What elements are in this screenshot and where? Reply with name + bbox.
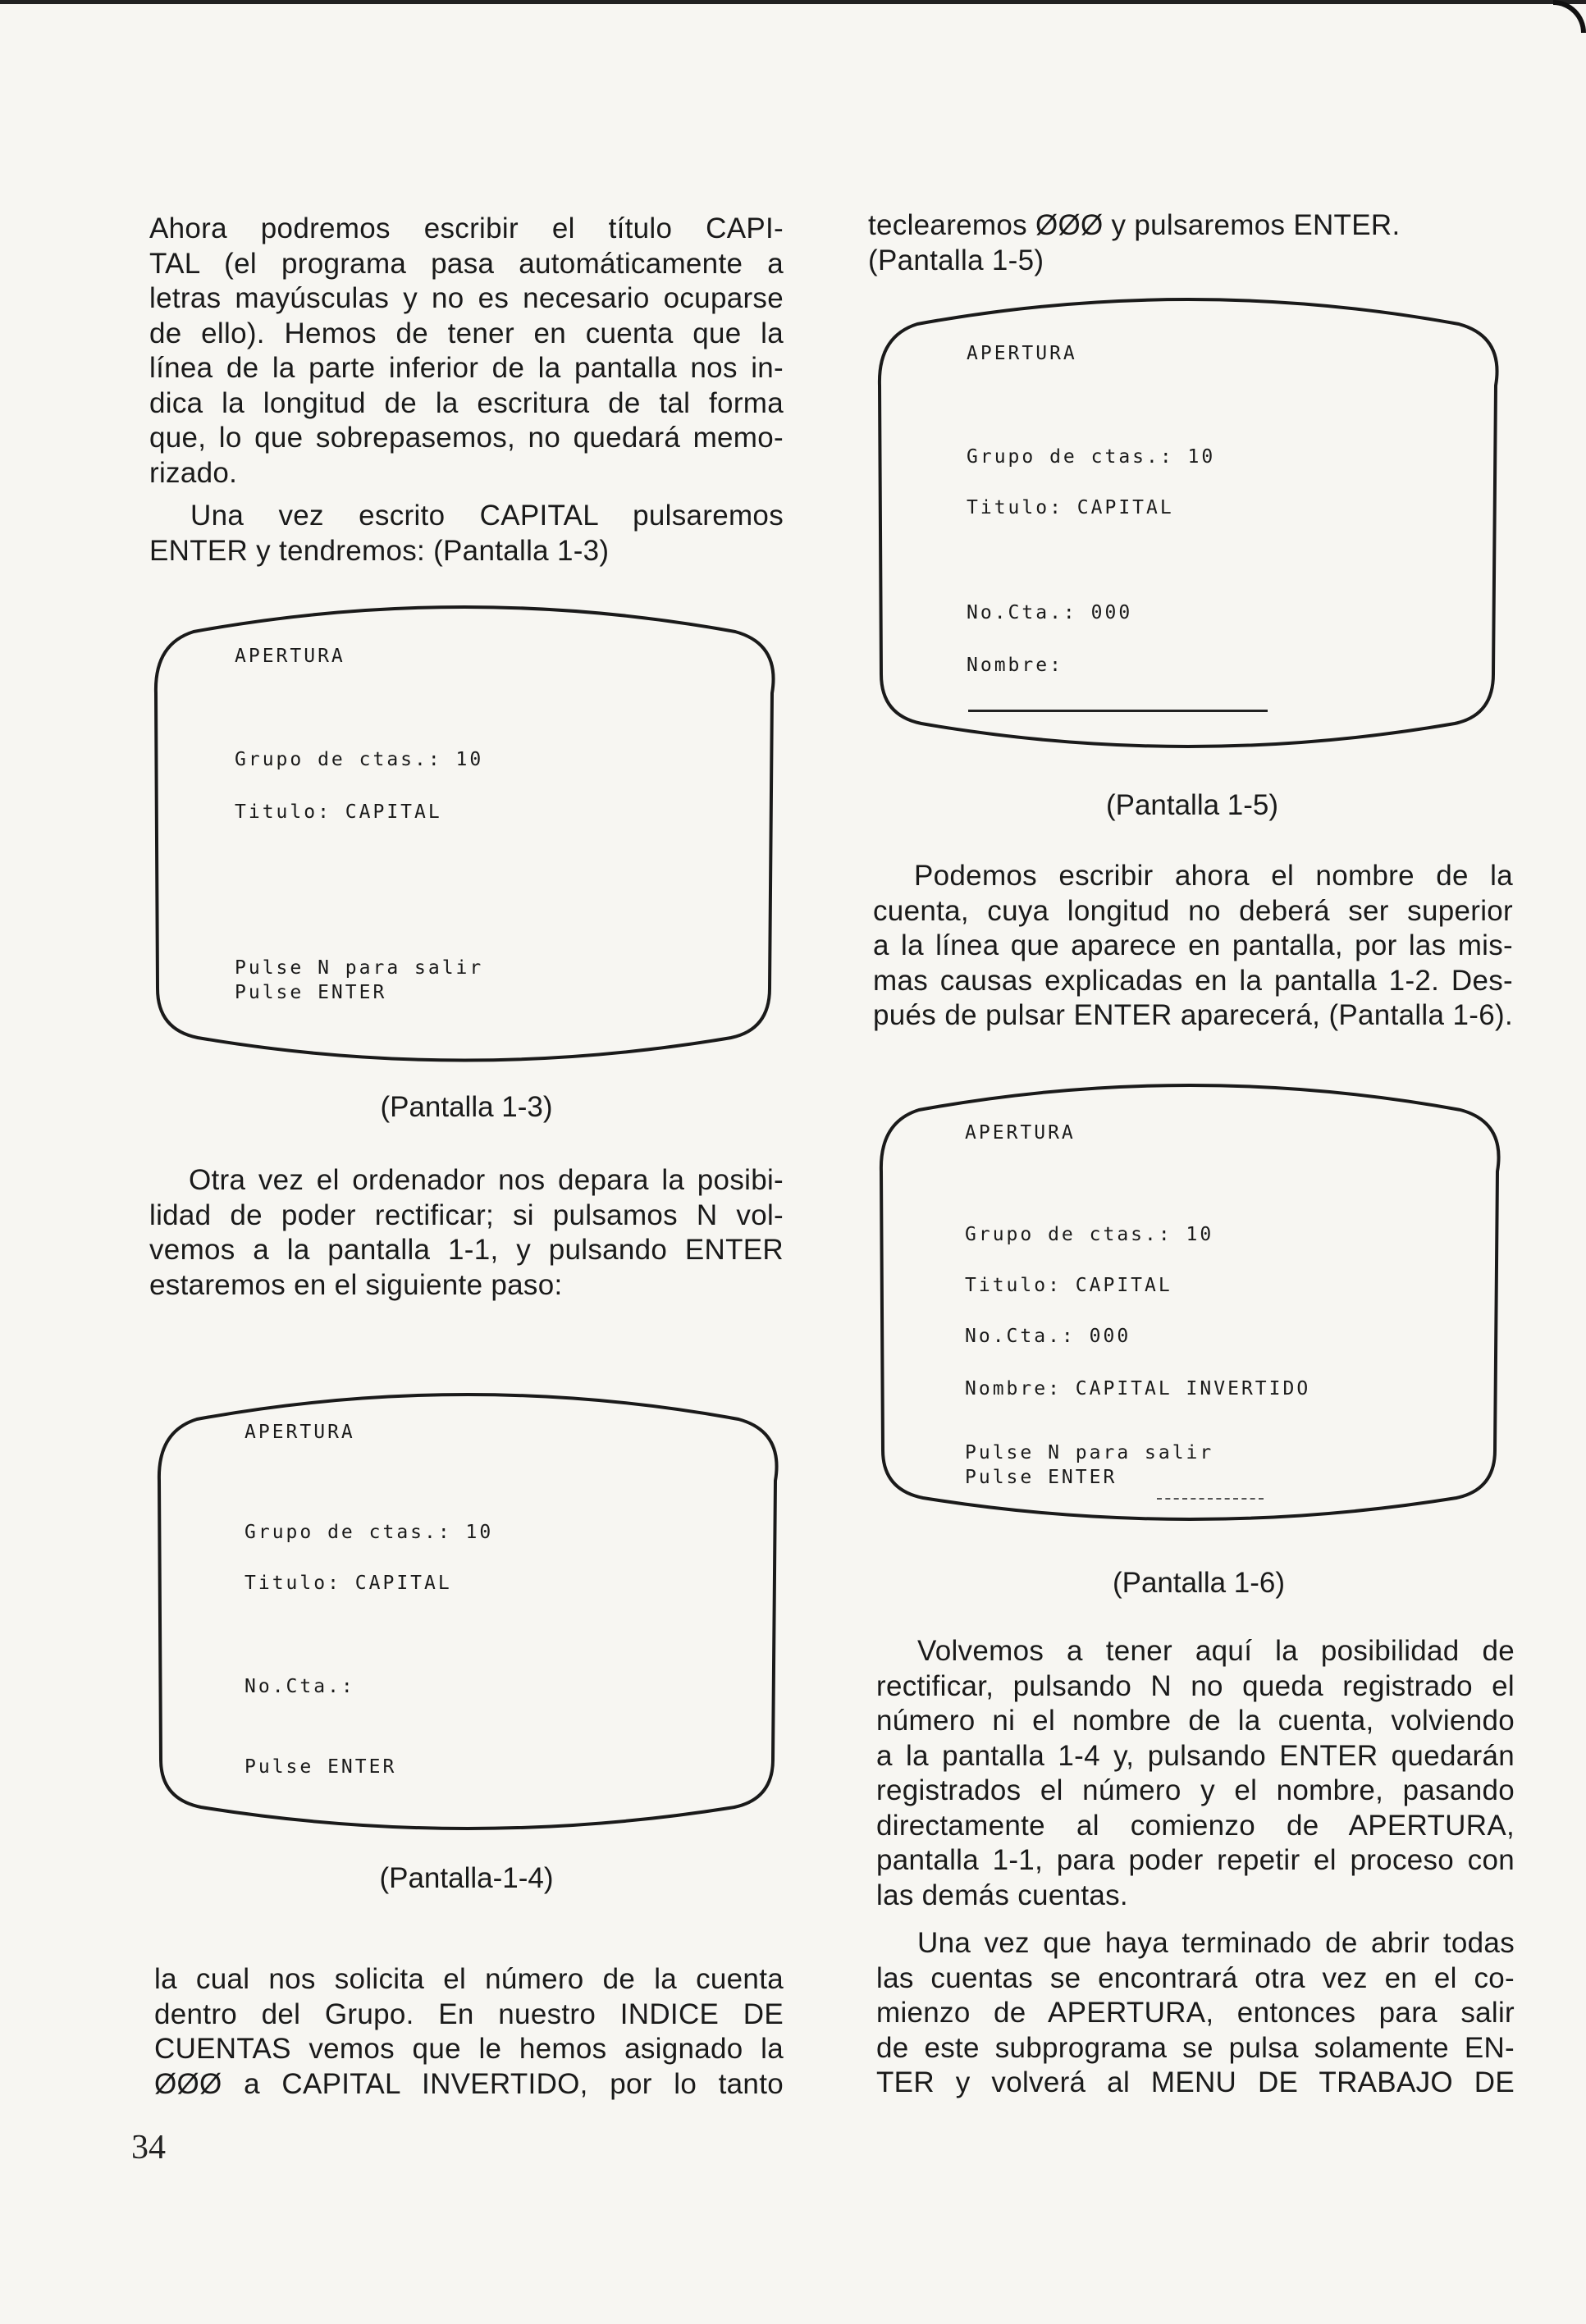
text-line: CUENTAS vemos que le hemos asignado la [154, 2033, 784, 2065]
caption-pantalla-1-4: (Pantalla-1-4) [379, 1862, 554, 1894]
right-paragraph-4 [876, 1926, 1515, 2101]
text-line: de este subprograma se pulsa solamente EN- [876, 2031, 1515, 2064]
screen-line: APERTURA [235, 646, 345, 667]
screen-line: Pulse ENTER [245, 1756, 397, 1778]
screen-line: Pulse N para salir [965, 1442, 1214, 1463]
text-line: vemos a la pantalla 1-1, y pulsando ENTER [149, 1234, 784, 1266]
screen-line: Pulse N para salir [235, 957, 484, 979]
text-line: las cuentas se encontrará otra vez en el co- [876, 1961, 1515, 1994]
screen-line: No.Cta.: [245, 1676, 355, 1697]
left-paragraph-1 [149, 212, 784, 491]
text-line: Otra vez el ordenador nos depara la posibi- [189, 1164, 784, 1196]
screen-line: Nombre: CAPITAL INVERTIDO [965, 1378, 1311, 1399]
screen-pantalla-1-6 [878, 1081, 1501, 1524]
screen-line: Titulo: CAPITAL [235, 801, 442, 823]
screen-line: Titulo: CAPITAL [245, 1573, 452, 1594]
screen-line: Grupo de ctas.: 10 [235, 749, 484, 770]
screen-line: Nombre: [967, 655, 1063, 676]
text-line: rizado. [149, 456, 238, 489]
screen-line: APERTURA [245, 1422, 355, 1443]
text-line: pantalla 1-1, para poder repetir el proceso con [876, 1844, 1515, 1876]
left-paragraph-4 [154, 1962, 784, 2102]
text-line: (Pantalla 1-5) [868, 244, 1044, 276]
text-line: TER y volverá al MENU DE TRABAJO DE [876, 2066, 1515, 2098]
text-line: Volvemos a tener aquí la posibilidad de [917, 1635, 1515, 1667]
caption-pantalla-1-5: (Pantalla 1-5) [1105, 789, 1279, 821]
left-paragraph-2 [149, 499, 784, 568]
text-line: la cual nos solicita el número de la cuenta [154, 1963, 784, 1995]
text-line: lidad de poder rectificar; si pulsamos N vol- [149, 1199, 784, 1231]
text-line: Una vez escrito CAPITAL pulsaremos [190, 500, 784, 532]
screen-pantalla-1-3 [153, 603, 776, 1064]
text-line: cuenta, cuya longitud no deberá ser superior [873, 894, 1513, 927]
text-line: mienzo de APERTURA, entonces para salir [876, 1997, 1515, 2029]
input-underline [1157, 1498, 1264, 1500]
text-line: TAL (el programa pasa automáticamente a [149, 247, 784, 280]
right-paragraph-1 [868, 208, 1426, 278]
screen-line: No.Cta.: 000 [965, 1326, 1131, 1347]
screen-line: Grupo de ctas.: 10 [245, 1522, 494, 1543]
left-paragraph-3 [149, 1163, 784, 1303]
text-line: Podemos escribir ahora el nombre de la [914, 860, 1513, 892]
right-paragraph-2 [873, 859, 1513, 1034]
page-number: 34 [131, 2129, 166, 2166]
text-line: letras mayúsculas y no es necesario ocuparse [149, 282, 784, 314]
text-line: que, lo que sobrepasemos, no quedará memo- [149, 422, 784, 454]
text-line: registrados el número y el nombre, pasando [876, 1774, 1515, 1806]
screen-line: No.Cta.: 000 [967, 602, 1133, 623]
text-line: Una vez que haya terminado de abrir todas [917, 1927, 1515, 1959]
input-underline [968, 710, 1268, 712]
text-line: directamente al comienzo de APERTURA, [876, 1809, 1515, 1842]
screen-line: Titulo: CAPITAL [965, 1275, 1172, 1296]
caption-pantalla-1-6: (Pantalla 1-6) [1112, 1567, 1286, 1599]
caption-pantalla-1-3: (Pantalla 1-3) [380, 1091, 553, 1123]
text-line: a la pantalla 1-4 y, pulsando ENTER quedarán [876, 1739, 1515, 1772]
text-line: dica la longitud de la escritura de tal forma [149, 386, 784, 419]
text-line: estaremos en el siguiente paso: [149, 1268, 563, 1301]
text-line: a la línea que aparece en pantalla, por las mis- [873, 929, 1513, 961]
text-line: número ni el nombre de la cuenta, volviendo [876, 1705, 1515, 1737]
screen-line: APERTURA [965, 1122, 1076, 1144]
text-line: ENTER y tendremos: (Pantalla 1-3) [149, 534, 610, 567]
text-line: línea de la parte inferior de la pantalla nos in- [149, 352, 784, 384]
screen-line: Pulse ENTER [235, 982, 387, 1003]
text-line: de ello). Hemos de tener en cuenta que la [149, 317, 784, 349]
text-line: dentro del Grupo. En nuestro INDICE DE [154, 1998, 784, 2030]
text-line: ØØØ a CAPITAL INVERTIDO, por lo tanto [154, 2067, 784, 2100]
screen-line: Pulse ENTER [965, 1467, 1118, 1488]
text-line: teclearemos ØØØ y pulsaremos ENTER. [868, 209, 1401, 241]
text-line: las demás cuentas. [876, 1879, 1128, 1911]
text-line: rectificar, pulsando N no queda registrado el [876, 1669, 1515, 1702]
top-rule [0, 0, 1586, 4]
screen-line: APERTURA [967, 343, 1077, 364]
screen-pantalla-1-5 [876, 295, 1500, 751]
text-line: Ahora podremos escribir el título CAPI- [149, 212, 784, 244]
screen-line: Grupo de ctas.: 10 [967, 446, 1216, 468]
text-line: pués de pulsar ENTER aparecerá, (Pantalla 1-6). [873, 999, 1513, 1031]
screen-pantalla-1-4 [156, 1390, 779, 1833]
page-corner-mark [1553, 0, 1586, 33]
right-paragraph-3 [876, 1634, 1515, 1913]
screen-line: Grupo de ctas.: 10 [965, 1224, 1214, 1245]
screen-line: Titulo: CAPITAL [967, 497, 1174, 518]
text-line: mas causas explicadas en la pantalla 1-2. Des- [873, 964, 1513, 997]
